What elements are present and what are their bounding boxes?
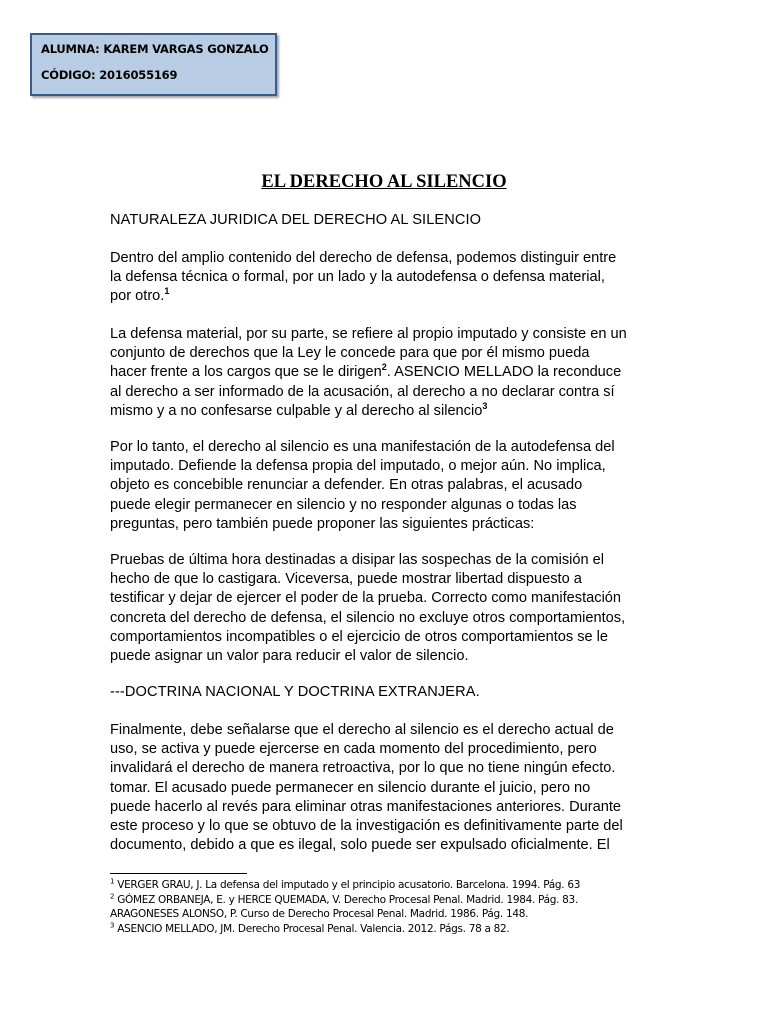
footnote [110,878,580,893]
text-line: La defensa material, por su parte, se refiere al propio imputado y consiste en un [110,326,627,342]
text-line: objeto es concebible renunciar a defender. En otras palabras, el acusado [110,477,583,494]
footnote-ref: 3 [482,400,488,411]
text-line: Finalmente, debe señalarse que el derecho al silencio es el derecho actual de [110,722,614,738]
student-code: CÓDIGO: 2016055169 [41,68,178,82]
text-line-content: mismo y a no confesarse culpable y al derecho al silencio [110,402,483,419]
document-title: EL DERECHO AL SILENCIO [261,172,507,192]
text-line: puede elegir permanecer en silencio y no responder algunas o todas las [110,496,577,513]
text-line: puede hacerlo al revés para eliminar otras manifestaciones anteriores. Durante [110,798,622,815]
text-line: invalidará el derecho de manera retroactiva, por lo que no tiene ningún efecto. [110,760,616,777]
paragraph-5 [110,721,670,855]
section-heading-doctrine: ---DOCTRINA NACIONAL Y DOCTRINA EXTRANJERA. [110,684,480,700]
text-line [110,402,670,421]
footnote-text: ARAGONESES ALONSO, P. Curso de Derecho Procesal Penal. Madrid. 1986. Pág. 148. [110,908,529,921]
text-line [110,287,670,306]
text-line: preguntas, pero también puede proponer las siguientes prácticas: [110,515,535,532]
paragraph-3 [110,438,670,534]
footnote-number: 1 [110,877,115,886]
text-line-content: hacer frente a los cargos que se le dirigen [110,364,382,381]
footnote-number: 2 [110,892,115,901]
section-heading-nature: NATURALEZA JURIDICA DEL DERECHO AL SILENCIO [110,212,482,228]
text-line: tomar. El acusado puede permanecer en silencio durante el juicio, pero no [110,779,591,796]
text-line: Por lo tanto, el derecho al silencio es una manifestación de la autodefensa del [110,439,615,455]
text-line-content: por otro. [110,288,165,305]
footnote [110,907,580,922]
footnote-text: ASENCIO MELLADO, JM. Derecho Procesal Penal. Valencia. 2012. Págs. 78 a 82. [114,922,510,935]
text-line: hecho de que lo castigara. Viceversa, puede mostrar libertad dispuesto a [110,571,582,588]
text-line: al derecho a ser informado de la acusación, al derecho a no declarar contra sí [110,383,615,400]
text-line: imputado. Defiende la defensa propia del imputado, o mejor aún. No implica, [110,458,606,475]
text-line: este proceso y lo que se obtuvo de la investigación es definitivamente parte del [110,818,623,835]
text-line: comportamientos incompatibles o el ejercicio de otros comportamientos se le [110,628,609,645]
text-line: Pruebas de última hora destinadas a disipar las sospechas de la comisión el [110,552,605,568]
text-line: puede asignar un valor para reducir el valor de silencio. [110,648,469,665]
student-info-box [30,33,277,96]
footnote [110,893,580,908]
footnote-text: GÓMEZ ORBANEJA, E. y HERCE QUEMADA, V. Derecho Procesal Penal. Madrid. 1984. Pág. 83. [114,893,578,906]
footnote-separator [110,873,247,874]
footnote-ref: 1 [164,286,170,297]
footnotes [110,878,580,936]
text-line [110,363,670,382]
text-line: concreta del derecho de defensa, el silencio no excluye otros comportamientos, [110,609,626,626]
paragraph-4 [110,551,670,666]
footnote-ref: 2 [381,362,387,373]
footnote [110,922,580,937]
text-line: uso, se activa y puede ejercerse en cada momento del procedimiento, pero [110,741,597,758]
paragraph-2 [110,325,670,421]
text-line: la defensa técnica o formal, por un lado y la autodefensa o defensa material, [110,269,605,286]
footnote-number: 3 [110,921,115,930]
student-name: ALUMNA: KAREM VARGAS GONZALO [41,42,269,56]
paragraph-1 [110,249,670,307]
footnote-text: VERGER GRAU, J. La defensa del imputado y el principio acusatorio. Barcelona. 1994. Pág. 63 [114,879,581,891]
text-line: Dentro del amplio contenido del derecho de defensa, podemos distinguir entre [110,250,617,266]
text-line: testificar y dejar de ejercer el poder de la prueba. Correcto como manifestación [110,590,622,607]
text-line-tail: . ASENCIO MELLADO la reconduce [386,364,622,381]
text-line: conjunto de derechos que la Ley le concede para que por él mismo pueda [110,345,590,362]
text-line: documento, debido a que es ilegal, solo puede ser expulsado oficialmente. El [110,837,610,854]
